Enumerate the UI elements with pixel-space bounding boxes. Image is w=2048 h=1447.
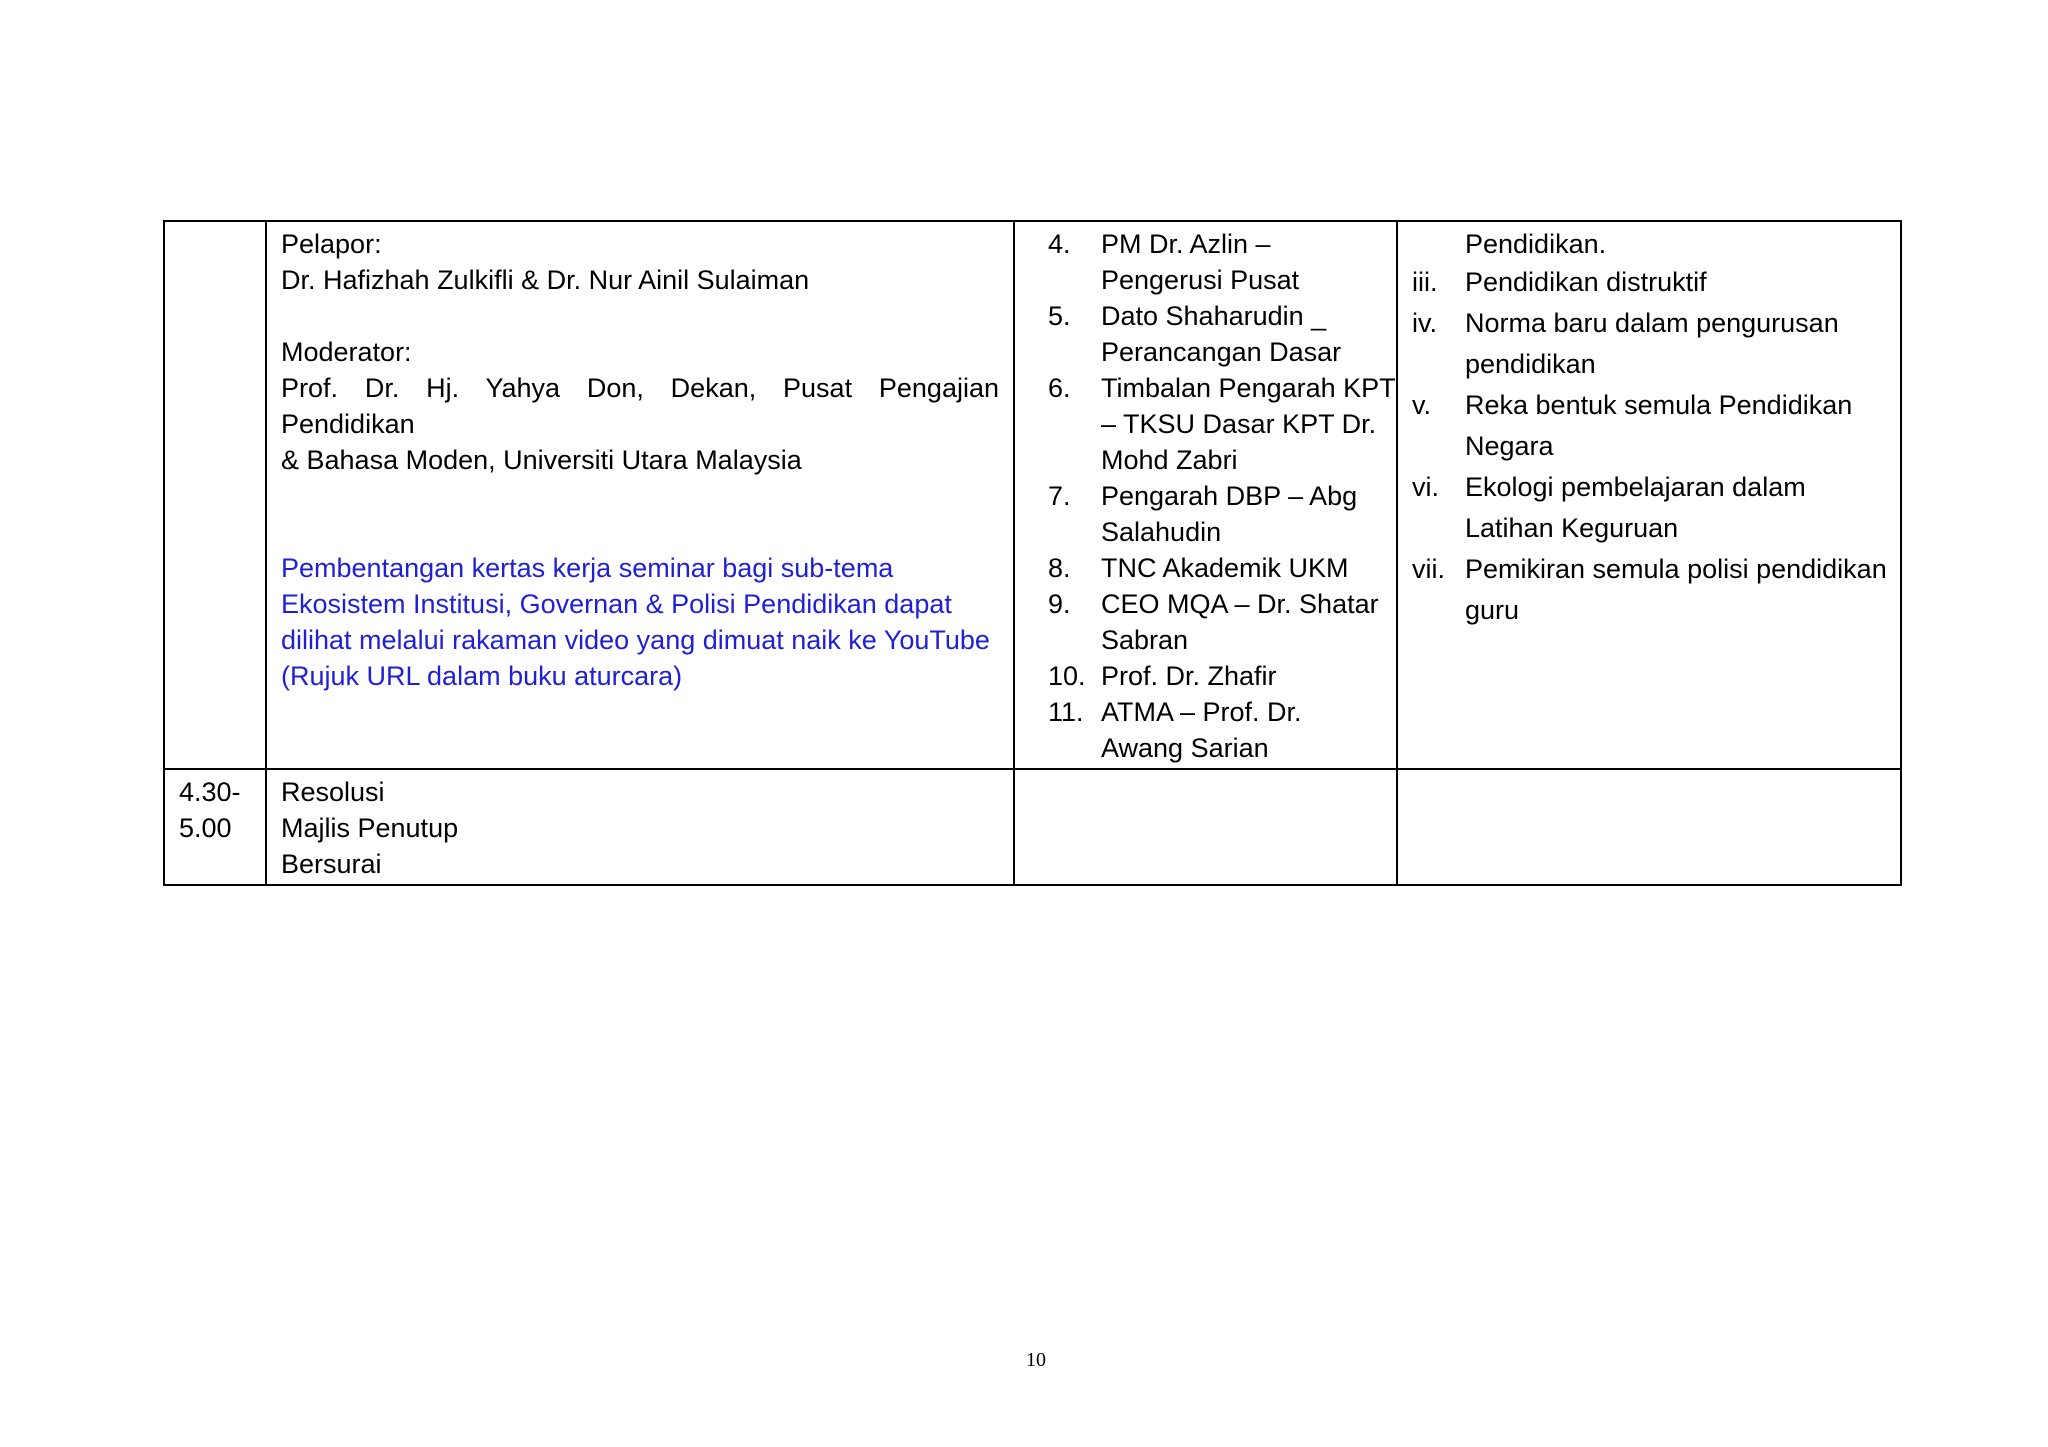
- list-number: v.: [1412, 390, 1431, 420]
- list-text-line: Timbalan Pengarah KPT: [1101, 373, 1396, 403]
- panel-item: [1048, 550, 1382, 586]
- topic-list: [1412, 262, 1886, 631]
- programme-item: Bersurai: [281, 849, 382, 879]
- list-text: [1101, 658, 1382, 694]
- table-row: [164, 769, 1901, 885]
- topic-continuation: Pendidikan.: [1465, 229, 1607, 259]
- list-text: [1465, 303, 1886, 385]
- list-text-line: PM Dr. Azlin –: [1101, 229, 1271, 259]
- list-number: 8.: [1048, 553, 1071, 583]
- time-end: 5.00: [179, 813, 232, 843]
- programme-item: Majlis Penutup: [281, 813, 459, 843]
- panel-cell-empty: [1014, 769, 1397, 885]
- list-number: 10.: [1048, 661, 1086, 691]
- topic-item: [1412, 303, 1886, 385]
- time-cell: [164, 769, 266, 885]
- list-number: 9.: [1048, 589, 1071, 619]
- list-text-line: – TKSU Dasar KPT Dr.: [1101, 409, 1377, 439]
- moderator-line: & Bahasa Moden, Universiti Utara Malaysia: [281, 445, 802, 475]
- list-text-line: ATMA – Prof. Dr.: [1101, 697, 1302, 727]
- list-text: [1465, 385, 1886, 467]
- panel-item: [1048, 694, 1382, 766]
- list-text: [1101, 586, 1382, 658]
- note-line: (Rujuk URL dalam buku aturcara): [281, 661, 683, 691]
- list-text: [1101, 298, 1382, 370]
- list-text-line: Negara: [1465, 431, 1554, 461]
- list-text: [1101, 550, 1382, 586]
- time-cell: [164, 221, 266, 769]
- list-number: 6.: [1048, 373, 1071, 403]
- list-text-line: pendidikan: [1465, 349, 1596, 379]
- list-text: [1101, 370, 1396, 478]
- table-row: [164, 221, 1901, 769]
- list-text-line: Pendidikan distruktif: [1465, 267, 1707, 297]
- list-text-line: TNC Akademik UKM: [1101, 553, 1349, 583]
- list-text: [1465, 467, 1886, 549]
- list-text-line: Prof. Dr. Zhafir: [1101, 661, 1277, 691]
- topics-cell: [1397, 221, 1901, 769]
- time-start: 4.30-: [179, 777, 241, 807]
- panel-item: [1048, 586, 1382, 658]
- list-text: [1101, 478, 1382, 550]
- topics-cell-empty: [1397, 769, 1901, 885]
- programme-cell: [266, 769, 1014, 885]
- list-text-line: Sabran: [1101, 625, 1189, 655]
- moderator-line: Prof. Dr. Hj. Yahya Don, Dekan, Pusat Pengajian Pendidikan: [281, 373, 999, 439]
- list-number: iv.: [1412, 308, 1437, 338]
- page-number: 10: [1026, 1349, 1046, 1371]
- list-number: 5.: [1048, 301, 1071, 331]
- topic-item: [1412, 549, 1886, 631]
- list-text-line: Pengarah DBP – Abg: [1101, 481, 1358, 511]
- list-text-line: Salahudin: [1101, 517, 1222, 547]
- topic-item: [1412, 467, 1886, 549]
- list-number: iii.: [1412, 267, 1438, 297]
- list-text-line: Pemikiran semula polisi pendidikan: [1465, 554, 1887, 584]
- list-text: [1101, 694, 1382, 766]
- moderator-label: Moderator:: [281, 337, 412, 367]
- topic-item: [1412, 262, 1886, 303]
- list-number: 11.: [1048, 697, 1084, 727]
- list-text-line: Awang Sarian: [1101, 733, 1269, 763]
- panel-cell: [1014, 221, 1397, 769]
- list-text-line: Latihan Keguruan: [1465, 513, 1679, 543]
- topic-item: [1412, 385, 1886, 467]
- panel-item: [1048, 298, 1382, 370]
- list-text: [1101, 226, 1382, 298]
- list-text-line: CEO MQA – Dr. Shatar: [1101, 589, 1379, 619]
- list-number: 7.: [1048, 481, 1071, 511]
- list-number: 4.: [1048, 229, 1071, 259]
- note-line: Pembentangan kertas kerja seminar bagi sub-tema: [281, 553, 894, 583]
- list-number: vi.: [1412, 472, 1439, 502]
- note-line: dilihat melalui rakaman video yang dimuat naik ke YouTube: [281, 625, 990, 655]
- list-text-line: Norma baru dalam pengurusan: [1465, 308, 1839, 338]
- list-number: vii.: [1412, 554, 1445, 584]
- list-text-line: Perancangan Dasar: [1101, 337, 1342, 367]
- panel-item: [1048, 658, 1382, 694]
- panel-item: [1048, 478, 1382, 550]
- list-text-line: Mohd Zabri: [1101, 445, 1238, 475]
- youtube-note: [281, 550, 999, 694]
- panel-item: [1048, 370, 1396, 478]
- list-text-line: Ekologi pembelajaran dalam: [1465, 472, 1806, 502]
- agenda-table: [163, 220, 1902, 886]
- list-text-line: Reka bentuk semula Pendidikan: [1465, 390, 1853, 420]
- panel-list: [1029, 226, 1396, 766]
- list-text: [1465, 262, 1886, 303]
- reporter-names: Dr. Hafizhah Zulkifli & Dr. Nur Ainil Sulaiman: [281, 265, 810, 295]
- reporter-label: Pelapor:: [281, 229, 382, 259]
- list-text-line: guru: [1465, 595, 1520, 625]
- programme-cell: [266, 221, 1014, 769]
- list-text: [1465, 549, 1887, 631]
- programme-item: Resolusi: [281, 777, 385, 807]
- list-text-line: Pengerusi Pusat: [1101, 265, 1300, 295]
- note-line: Ekosistem Institusi, Governan & Polisi Pendidikan dapat: [281, 589, 952, 619]
- list-text-line: Dato Shaharudin _: [1101, 301, 1327, 331]
- panel-item: [1048, 226, 1382, 298]
